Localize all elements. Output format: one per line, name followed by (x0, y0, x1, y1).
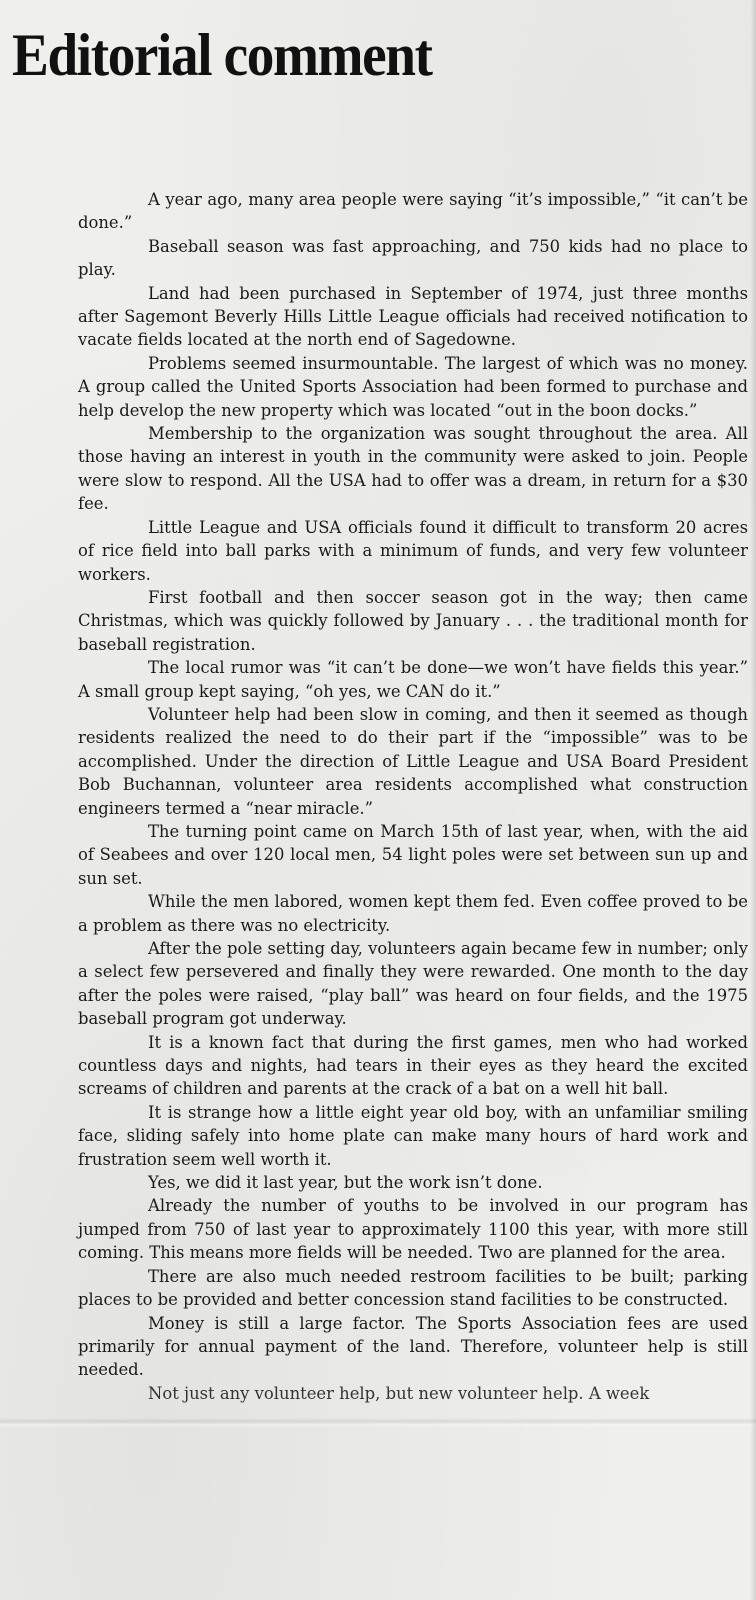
headline: Editorial comment (12, 22, 432, 88)
paragraph: Problems seemed insurmountable. The largest of which was no money. A group called the United Sports Association had been formed to purchase and help develop the new property which was located “out in the boon docks.” (78, 353, 748, 420)
paragraph: It is strange how a little eight year old boy, with an unfamiliar smiling face, sliding safely into home plate can make many hours of hard work and frustration seem well worth it. (78, 1102, 748, 1169)
paragraph: It is a known fact that during the first games, men who had worked countless days and nights, had tears in their eyes as they heard the excited screams of children and parents at the crack of a bat on a well hit ball. (78, 1032, 748, 1099)
paragraph: First football and then soccer season got in the way; then came Christmas, which was quickly followed by January . . . the traditional month for baseball registration. (78, 587, 748, 654)
article-body (78, 188, 748, 1405)
paragraph: Volunteer help had been slow in coming, and then it seemed as though residents realized the need to do their part if the “impossible” was to be accomplished. Under the direction of Little League and USA Board President Bob Buchannan, volunteer area residents accomplished what construction engineers termed a “near miracle.” (78, 704, 748, 818)
paper-edge-shadow (750, 0, 756, 1600)
paragraph: After the pole setting day, volunteers again became few in number; only a select few persevered and finally they were rewarded. One month to the day after the poles were raised, “play ball” was heard on four fields, and the 1975 baseball program got underway. (78, 939, 748, 1029)
paragraph: A year ago, many area people were saying “it’s impossible,” “it can’t be done.” (78, 190, 748, 233)
paragraph: Land had been purchased in September of 1974, just three months after Sagemont Beverly Hills Little League officials had received notification to vacate fields located at the north end of Sagedowne. (78, 283, 748, 350)
paragraph: The turning point came on March 15th of last year, when, with the aid of Seabees and over 120 local men, 54 light poles were set between sun up and sun set. (78, 821, 748, 888)
paragraph: Already the number of youths to be involved in our program has jumped from 750 of last year to approximately 1100 this year, with more still coming. This means more fields will be needed. Two are planned for the area. (78, 1196, 748, 1263)
paragraph: While the men labored, women kept them fed. Even coffee proved to be a problem as there was no electricity. (78, 892, 748, 935)
paragraph: Yes, we did it last year, but the work isn’t done. (148, 1173, 543, 1193)
paragraph: Baseball season was fast approaching, and 750 kids had no place to play. (78, 236, 748, 280)
paragraph: The local rumor was “it can’t be done—we won’t have fields this year.” A small group kept saying, “oh yes, we CAN do it.” (78, 658, 748, 701)
paragraph-cut-off: Not just any volunteer help, but new volunteer help. A week (148, 1383, 650, 1403)
paragraph: Membership to the organization was sought throughout the area. All those having an interest in youth in the community were asked to join. People were slow to respond. All the USA had to offer was a dream, in return for a $30 fee. (78, 424, 748, 514)
paper-crease (0, 1418, 756, 1428)
paragraph: There are also much needed restroom facilities to be built; parking places to be provided and better concession stand facilities to be constructed. (78, 1266, 748, 1310)
paragraph: Little League and USA officials found it difficult to transform 20 acres of rice field into ball parks with a minimum of funds, and very few volunteer workers. (78, 517, 748, 584)
paragraph: Money is still a large factor. The Sports Association fees are used primarily for annual payment of the land. Therefore, volunteer help is still needed. (78, 1313, 748, 1380)
